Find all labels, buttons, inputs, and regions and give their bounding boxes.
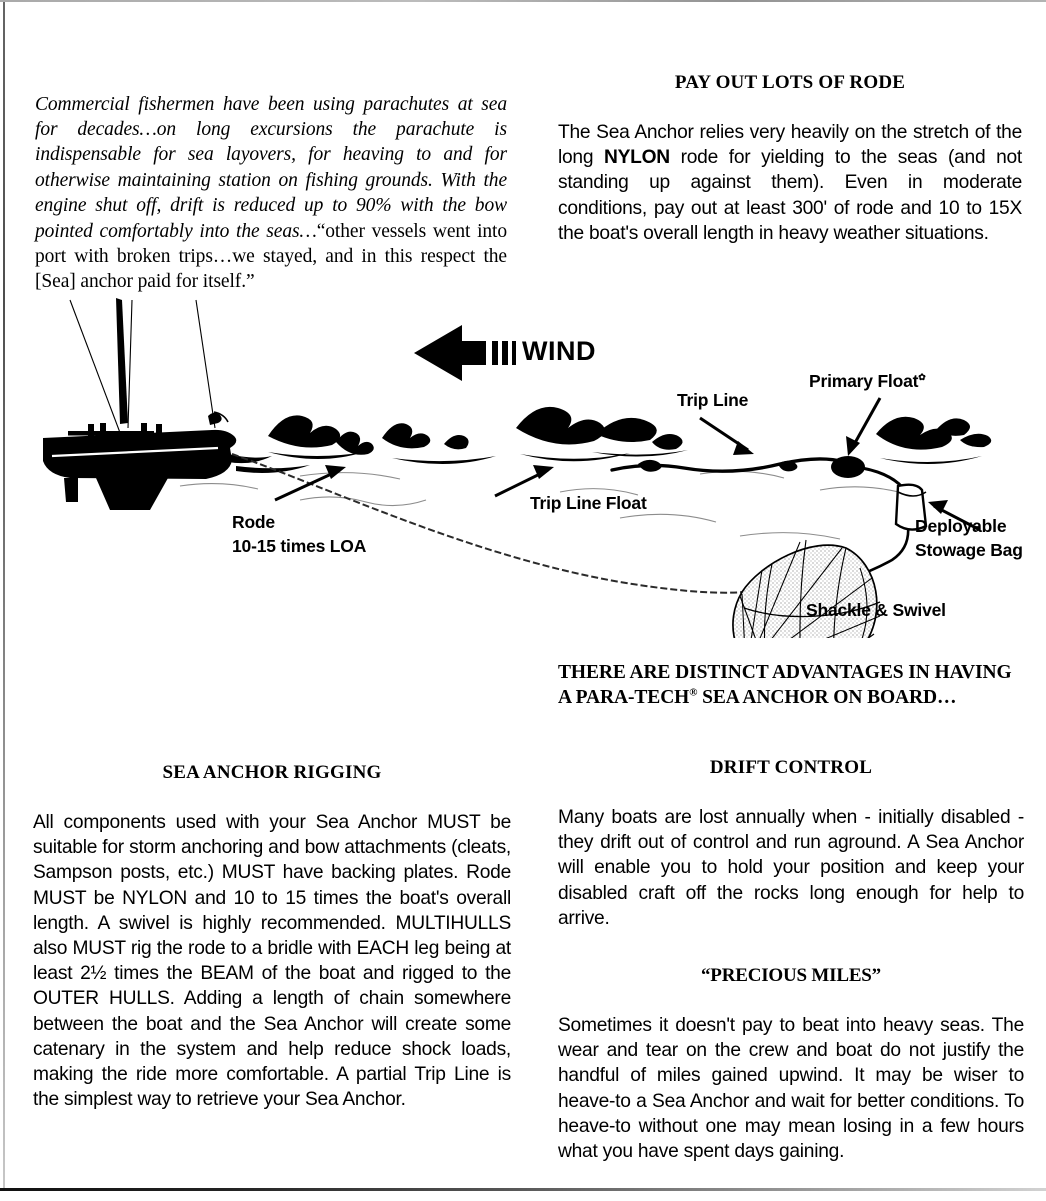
- spacer: [558, 94, 1022, 120]
- advantages-heading: [558, 660, 1028, 710]
- pay-out-body: [558, 120, 1022, 246]
- primary-float-label: [809, 371, 926, 391]
- parachute-sea-anchor: [560, 540, 880, 638]
- wind-arrow-icon: [414, 325, 516, 381]
- spacer: [558, 987, 1024, 1013]
- spacer: [558, 931, 1024, 965]
- primary-float-label-text: Primary Float: [809, 371, 919, 391]
- primary-float-mark: ✿: [918, 372, 926, 383]
- primary-float-blob: [831, 456, 865, 478]
- rigging-body: All components used with your Sea Anchor MUST be suitable for storm anchoring and bow attachments (cleats, Sampson posts, etc.) MUST have backing plates. Rode MUST be NYLON and 10 to 15 times the boat's overall length. A swivel is highly recommended. MULTIHULLS also MUST rig the rode to a bridle with EACH leg being at least 2½ times the BEAM of the boat and rigged to the OUTER HULLS. Adding a length of chain somewhere between the boat and the Sea Anchor will create some catenary in the system and help reduce shock loads, making the ride more comfortable. A partial Trip Line is the simplest way to retrieve your Sea Anchor.: [33, 812, 511, 1111]
- advantages-line2-post: SEA ANCHOR ON BOARD…: [697, 687, 957, 708]
- drift-and-miles-section: [558, 757, 1024, 1164]
- trip-line: [612, 456, 865, 478]
- sea-anchor-diagram: [0, 278, 1046, 638]
- registered-mark: ®: [689, 686, 698, 699]
- spacer: [33, 784, 511, 810]
- scan-edge-top: [0, 0, 1046, 2]
- precious-miles-heading: “PRECIOUS MILES”: [701, 965, 881, 987]
- advantages-line1: THERE ARE DISTINCT ADVANTAGES IN HAVING: [558, 662, 1012, 683]
- sailboat-silhouette: [43, 298, 310, 510]
- drift-control-heading: DRIFT CONTROL: [709, 757, 873, 778]
- quote-italic-text: Commercial fishermen have been using parachutes at sea for decades…on long excursions the parachute is indispensable for sea layovers, for heaving to and for otherwise maintaining station on fishing grounds. With the engine shut off, drift is reduced up to 90% with the bow pointed comfortably into the seas…: [35, 93, 507, 242]
- scan-edge-bottom: [0, 1188, 1046, 1191]
- pay-out-section: [558, 72, 1022, 246]
- rode-label-line2: 10-15 times LOA: [232, 536, 367, 556]
- trip-line-float-label: Trip Line Float: [530, 493, 647, 513]
- wind-label: WIND: [522, 336, 596, 366]
- rode-label-line1: Rode: [232, 512, 275, 532]
- rigging-section: [33, 762, 511, 1112]
- quote-paragraph: [35, 92, 507, 295]
- rigging-heading: SEA ANCHOR RIGGING: [162, 762, 382, 783]
- diagram-illustration: [0, 278, 1046, 638]
- precious-miles-body: Sometimes it doesn't pay to beat into heavy seas. The wear and tear on the crew and boat do not justify the handful of miles gained upwind. It may be wiser to heave-to a Sea Anchor and wait for better conditions. To heave-to without one may mean losing in a few hours what you have spent days gaining.: [558, 1015, 1024, 1163]
- nylon-emphasis: NYLON: [604, 147, 670, 169]
- stowage-bag-label-line1: Deployable: [915, 516, 1007, 536]
- spacer: [558, 779, 1024, 805]
- trip-line-float-blob: [638, 460, 662, 472]
- wave-field: [268, 407, 991, 464]
- advantages-line2-pre: A PARA-TECH: [558, 687, 690, 708]
- advantages-line2: [558, 685, 1028, 710]
- pay-out-body-part2: rode for yielding to the seas (and not standing up against them). Even in moderate conditions, pay out at least 300' of rode and 10 to 15X the boat's overall length in heavy weather situations.: [558, 147, 1023, 244]
- stowage-bag-label-line2: Stowage Bag: [915, 540, 1023, 560]
- drift-control-body: Many boats are lost annually when - initially disabled - they drift out of control and run aground. A Sea Anchor will enable you to hold your position and keep your disabled craft off the rocks long enough for help to arrive.: [558, 807, 1024, 929]
- pay-out-body-part1: The Sea Anchor relies very heavily on the stretch of the long: [558, 122, 1022, 169]
- quote-roman-text: “other vessels went into port with broken trips…we stayed, and in this respect the [Sea] anchor paid for itself.”: [35, 220, 508, 293]
- pay-out-heading: PAY OUT LOTS OF RODE: [674, 72, 906, 93]
- trip-line-label: Trip Line: [677, 390, 749, 410]
- shackle-swivel-label: Shackle & Swivel: [806, 600, 946, 620]
